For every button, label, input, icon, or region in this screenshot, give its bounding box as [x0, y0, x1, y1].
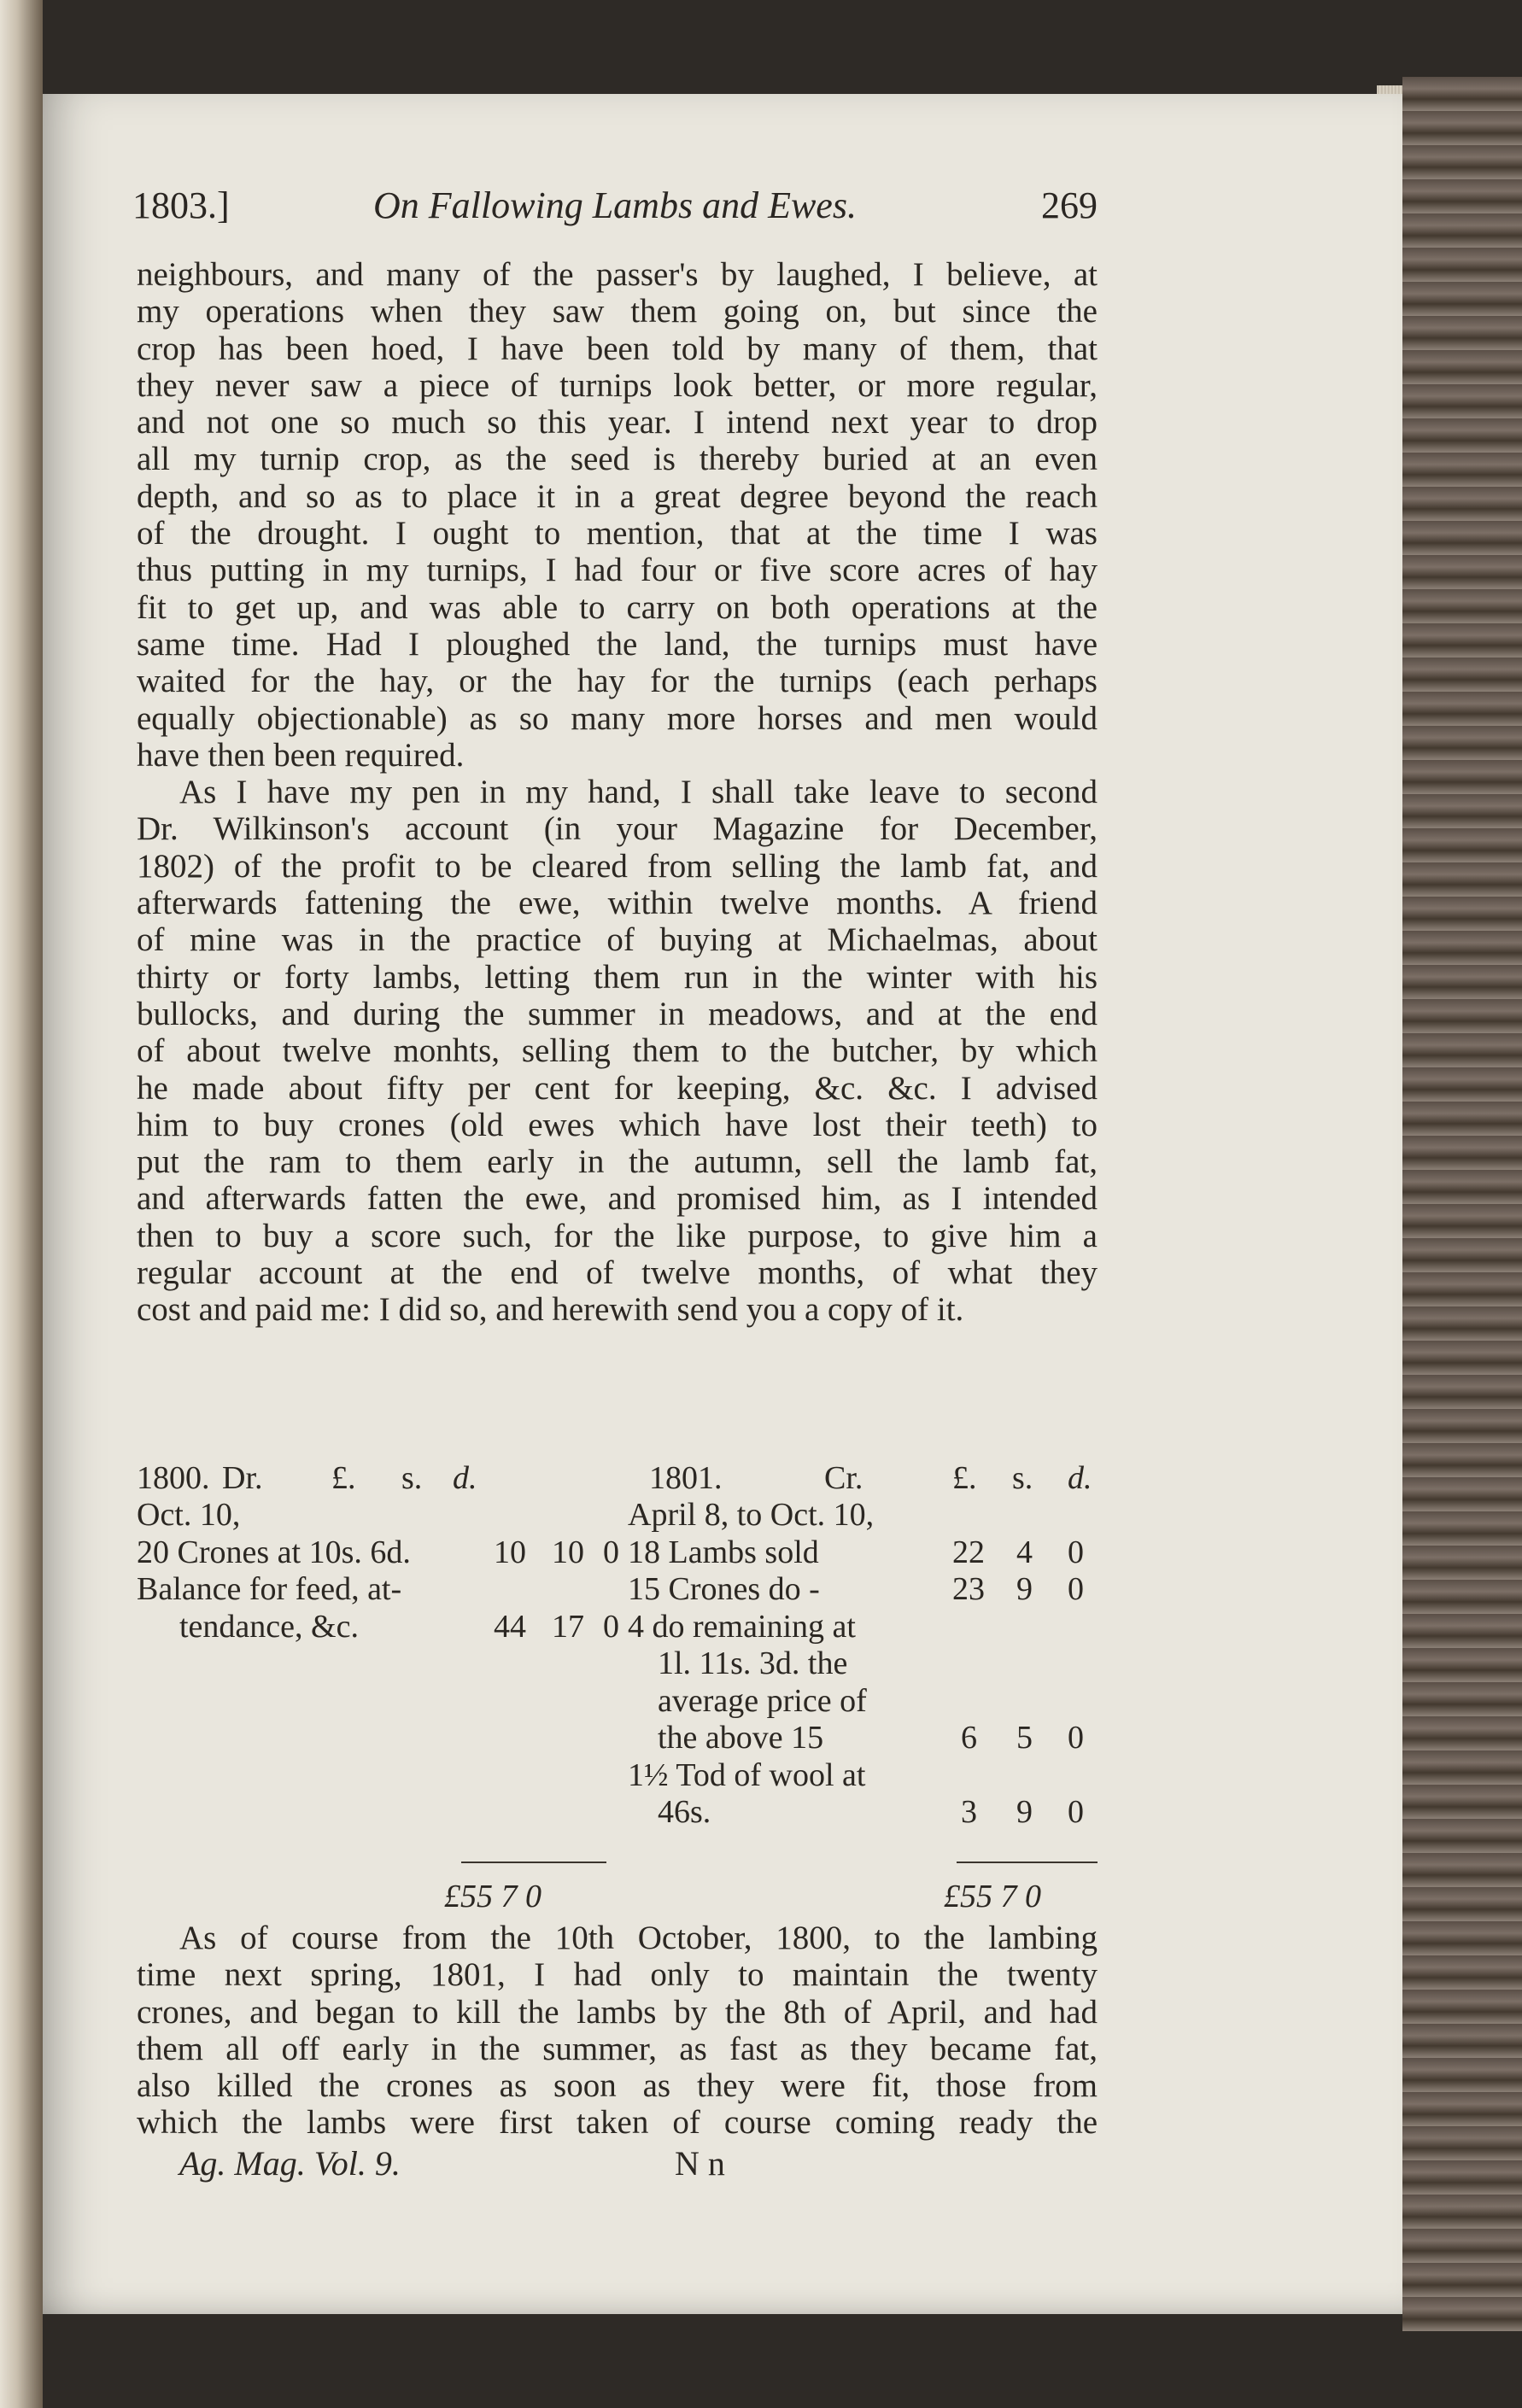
text-line: of about twelve monhts, selling them to the butcher, by which	[137, 1032, 1098, 1070]
text-line: then to buy a score such, for the like purpose, to give him a	[137, 1217, 1098, 1254]
book-cover-edge	[1402, 77, 1522, 2331]
text-line: which the lambs were first taken of course coming ready the	[137, 2104, 1098, 2142]
credit-item-d: 0	[1068, 1720, 1084, 1756]
account-table	[137, 1460, 1098, 1930]
text-line: have then been required.	[137, 736, 465, 774]
credit-item: 1l. 11s. 3d. the	[658, 1645, 848, 1681]
credit-item-l: 22	[952, 1534, 985, 1570]
credit-col-l: £.	[952, 1460, 977, 1496]
text-line: and afterwards fatten the ewe, and promised him, as I intended	[137, 1180, 1098, 1218]
signature-mark: N n	[675, 2144, 725, 2183]
credit-item-s: 5	[1016, 1720, 1033, 1756]
credit-item: 1½ Tod of wool at	[628, 1757, 866, 1793]
closing-paragraph	[137, 1920, 1098, 2142]
text-line: he made about fifty per cent for keeping, &c. &c. I advised	[137, 1069, 1098, 1107]
credit-date: April 8, to Oct. 10,	[628, 1497, 875, 1533]
text-line: bullocks, and during the summer in meadows, and at the end	[137, 995, 1098, 1032]
credit-item-l: 23	[952, 1571, 985, 1607]
publication-signature: Ag. Mag. Vol. 9.	[179, 2144, 401, 2183]
debit-total-rule	[461, 1862, 606, 1863]
text-line: and not one so much so this year. I intend next year to drop	[137, 404, 1098, 441]
credit-item: the above 15	[658, 1720, 824, 1756]
text-line: thus putting in my turnips, I had four or five score acres of hay	[137, 552, 1098, 589]
credit-total: £55 7 0	[944, 1879, 1041, 1914]
text-line: depth, and so as to place it in a great degree beyond the reach	[137, 477, 1098, 515]
text-line: crop has been hoed, I have been told by many of them, that	[137, 330, 1098, 367]
body-text	[137, 256, 1098, 1329]
text-line: 1802) of the profit to be cleared from selling the lamb fat, and	[137, 847, 1098, 885]
debit-total: £55 7 0	[444, 1879, 541, 1914]
credit-year: 1801.	[649, 1460, 723, 1496]
credit-item-d: 0	[1068, 1794, 1084, 1830]
text-line: Dr. Wilkinson's account (in your Magazine for December,	[137, 810, 1098, 848]
debit-side-label: Dr.	[222, 1460, 263, 1496]
debit-item-l: 44	[494, 1609, 526, 1645]
debit-date: Oct. 10,	[137, 1497, 241, 1533]
text-line: regular account at the end of twelve months, of what they	[137, 1254, 1098, 1292]
text-line: same time. Had I ploughed the land, the turnips must have	[137, 625, 1098, 663]
text-line: afterwards fattening the ewe, within twelve months. A friend	[137, 885, 1098, 922]
text-line: they never saw a piece of turnips look better, or more regular,	[137, 366, 1098, 404]
credit-item: 4 do remaining at	[628, 1609, 856, 1645]
credit-item: 15 Crones do -	[628, 1571, 820, 1607]
debit-item-s: 17	[552, 1609, 584, 1645]
text-line: thirty or forty lambs, letting them run in the winter with his	[137, 958, 1098, 996]
credit-item-d: 0	[1068, 1534, 1084, 1570]
credit-total-rule	[957, 1862, 1098, 1863]
text-line: time next spring, 1801, I had only to maintain the twenty	[137, 1956, 1098, 1994]
debit-item-d: 0	[603, 1534, 619, 1570]
credit-item-s: 9	[1016, 1571, 1033, 1607]
credit-item: 18 Lambs sold	[628, 1534, 819, 1570]
debit-item: tendance, &c.	[179, 1609, 359, 1645]
text-line: my operations when they saw them going on, but since the	[137, 293, 1098, 330]
debit-item-l: 10	[494, 1534, 526, 1570]
paragraph	[137, 256, 1098, 774]
text-line: of the drought. I ought to mention, that at the time I was	[137, 515, 1098, 552]
debit-item-s: 10	[552, 1534, 584, 1570]
debit-col-s: s.	[401, 1460, 423, 1496]
text-line: crones, and began to kill the lambs by the 8th of April, and had	[137, 1993, 1098, 2031]
credit-item-l: 3	[961, 1794, 977, 1830]
header-year: 1803.]	[132, 184, 230, 226]
text-line: As I have my pen in my hand, I shall take leave to second	[179, 774, 1098, 811]
credit-side-label: Cr.	[824, 1460, 863, 1496]
debit-col-l: £.	[331, 1460, 356, 1496]
text-line: fit to get up, and was able to carry on both operations at the	[137, 588, 1098, 626]
text-line: neighbours, and many of the passer's by laughed, I believe, at	[137, 256, 1098, 293]
debit-col-d: d.	[453, 1460, 477, 1496]
running-header	[132, 184, 1098, 235]
debit-year: 1800.	[137, 1460, 210, 1496]
text-line: him to buy crones (old ewes which have lost their teeth) to	[137, 1106, 1098, 1143]
text-line: waited for the hay, or the hay for the turnips (each perhaps	[137, 663, 1098, 700]
debit-item: Balance for feed, at-	[137, 1571, 402, 1607]
debit-item: 20 Crones at 10s. 6d.	[137, 1534, 411, 1570]
text-line: cost and paid me: I did so, and herewith send you a copy of it.	[137, 1291, 964, 1329]
text-line: equally objectionable) as so many more horses and men would	[137, 699, 1098, 737]
credit-item: 46s.	[658, 1794, 711, 1830]
credit-item-l: 6	[961, 1720, 977, 1756]
text-line: of mine was in the practice of buying at Michaelmas, about	[137, 921, 1098, 959]
credit-item: average price of	[658, 1683, 867, 1719]
paragraph	[137, 774, 1098, 1328]
book-binding-left	[0, 0, 43, 2408]
header-title: On Fallowing Lambs and Ewes.	[373, 184, 857, 226]
text-line: also killed the crones as soon as they were fit, those from	[137, 2067, 1098, 2105]
credit-item-s: 4	[1016, 1534, 1033, 1570]
text-line: all my turnip crop, as the seed is thereby buried at an even	[137, 441, 1098, 478]
text-line: put the ram to them early in the autumn, sell the lamb fat,	[137, 1143, 1098, 1181]
text-line: As of course from the 10th October, 1800, to the lambing	[179, 1920, 1098, 1956]
credit-col-d: d.	[1068, 1460, 1092, 1496]
credit-col-s: s.	[1012, 1460, 1033, 1496]
page-number: 269	[1041, 184, 1098, 226]
text-line: them all off early in the summer, as fast as they became fat,	[137, 2030, 1098, 2067]
credit-item-d: 0	[1068, 1571, 1084, 1607]
debit-item-d: 0	[603, 1609, 619, 1645]
credit-item-s: 9	[1016, 1794, 1033, 1830]
